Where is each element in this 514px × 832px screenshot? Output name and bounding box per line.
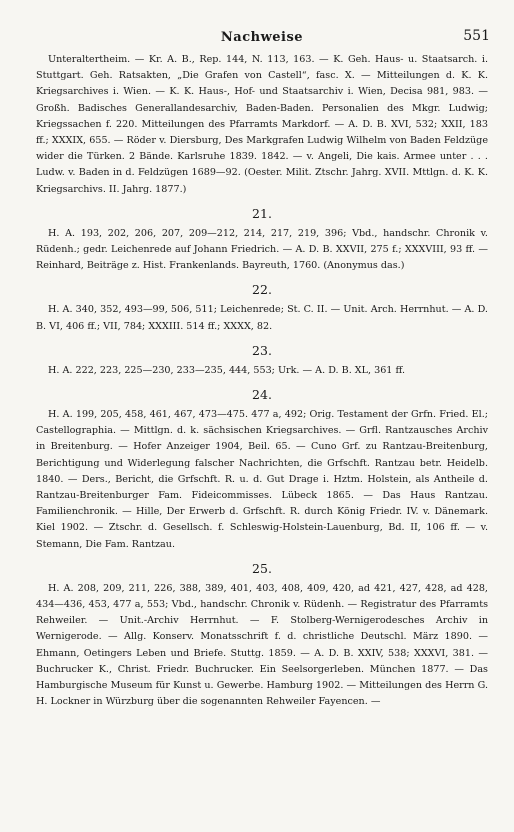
note-section-23	[36, 343, 488, 379]
section-number: 22.	[252, 282, 272, 298]
lead-entry	[36, 52, 488, 198]
section-text: H. A. 340, 352, 493—99, 506, 511; Leichenrede; St. C. II. — Unit. Arch. Herrnhut. — A. D. B. VI, 406 ff.; VII, 784; XXXIII. 514 ff.; XXXX, 82.	[36, 304, 488, 332]
section-text: H. A. 199, 205, 458, 461, 467, 473—475. 477 a, 492; Orig. Testament der Grfn. Fried. El.; Castellographia. — Mittlgn. d. k. sächsischen Kriegsarchives. — Grfl. Rantzausches Archiv in Breitenburg. — Hofer Anzeiger 1904, Beil. 65. — Cuno Grf. zu Rantzau-Breitenburg, Berichtigung und Widerlegung falscher Nachrichten, die Grfschft. Rantzau betr. Heidelb. 1840. — Ders., Bericht, die Grfschft. R. u. d. Gut Drage i. Hztm. Holstein, als Antheile d. Rantzau-Breitenburger Fam. Fideicommisses. Lübeck 1865. — Das Haus Rantzau. Familienchronik. — Hille, Der Erwerb d. Grfschft. R. durch König Friedr. IV. v. Dänemark. Kiel 1902. — Ztschr. d. Gesellsch. f. Schleswig-Holstein-Lauenburg, Bd. II, 106 ff. — v. Stemann, Die Fam. Rantzau.	[36, 409, 488, 550]
section-text: H. A. 193, 202, 206, 207, 209—212, 214, 217, 219, 396; Vbd., handschr. Chronik v. Rüdenh.; gedr. Leichenrede auf Johann Friedrich. — A. D. B. XXVII, 275 f.; XXXVIII, 93 ff. — Reinhard, Beiträge z. Hist. Frankenlands. Bayreuth, 1760. (Anonymus das.)	[36, 227, 488, 272]
note-section-25	[36, 561, 488, 711]
section-number: 21.	[252, 205, 272, 221]
page-header	[34, 30, 490, 48]
page-number: 551	[463, 28, 490, 44]
section-number: 23.	[252, 342, 272, 358]
section-number: 24.	[252, 387, 272, 403]
note-section-22	[36, 282, 488, 334]
page-body	[36, 52, 488, 711]
lead-paragraph: Unteraltertheim. — Kr. A. B., Rep. 144, N. 113, 163. — K. Geh. Haus- u. Staatsarch. i. Stuttgart. Geh. Ratsakten, „Die Grafen von Castell“, fasc. X. — Mitteilungen d. K. K. Kriegsarchives i. Wien. — K. K. Haus-, Hof- und Staatsarchiv i. Wien, Decisa 981, 983. — Großh. Badisches Generallandesarchiv, Baden-Baden. Personalien des Mkgr. Ludwig; Kriegssachen f. 220. Mitteilungen des Pfarramts Markdorf. — A. D. B. XVI, 532; XXII, 183 ff.; XXXIX, 655. — Röder v. Diersburg, Des Markgrafen Ludwig Wilhelm von Baden Feldzüge wider die Türken. 2 Bände. Karlsruhe 1839. 1842. — v. Angeli, Die kais. Armee unter . . . Ludw. v. Baden in d. Feldzügen 1689—92. (Oester. Milit. Ztschr. Jahrg. XVII. Mttlgn. d. K. K. Kriegsarchivs. II. Jahrg. 1877.)	[36, 54, 488, 195]
note-section-24	[36, 387, 488, 553]
section-number: 25.	[252, 560, 272, 576]
note-section-21	[36, 206, 488, 275]
running-title: Nachweise	[220, 30, 304, 45]
section-text: H. A. 222, 223, 225—230, 233—235, 444, 553; Urk. — A. D. B. XL, 361 ff.	[48, 364, 405, 376]
section-text: H. A. 208, 209, 211, 226, 388, 389, 401, 403, 408, 409, 420, ad 421, 427, 428, ad 428, 434—436, 453, 477 a, 553; Vbd., handschr. Chronik v. Rüdenh. — Registratur des Pfarramts Rehweiler. — Unit.-Archiv Herrnhut. — F. Stolberg-Wernigerodesches Archiv in Wernigerode. — Allg. Konserv. Monatsschrift f. d. christliche Deutschl. März 1890. — Ehmann, Oetingers Leben und Briefe. Stuttg. 1859. — A. D. B. XXIV, 538; XXXVI, 381. — Buchrucker K., Christ. Friedr. Buchrucker. Ein Seelsorgerleben. München 1877. — Das Hamburgische Museum für Kunst u. Gewerbe. Hamburg 1902. — Mitteilungen des Herrn G. H. Lockner in Würzburg über die sogenannten Rehweiler Fayencen. —	[36, 582, 488, 708]
